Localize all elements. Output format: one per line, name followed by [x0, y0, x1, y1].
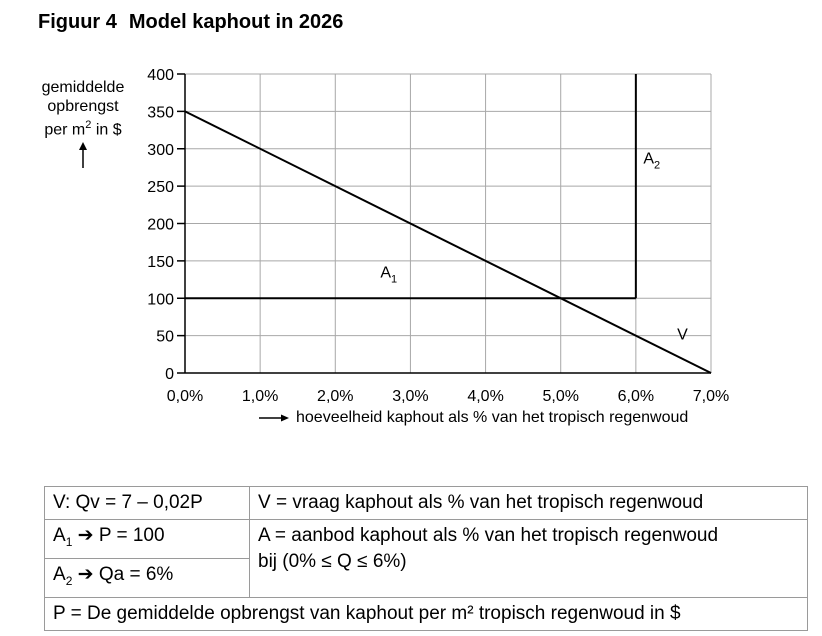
y-axis-label-unit: in $: [91, 121, 122, 139]
supply1-subscript: 1: [65, 534, 73, 549]
curve-label-subscript: 2: [654, 159, 661, 172]
curve-label-2: $A_2$: [643, 150, 661, 172]
x-tick-label: 7,0%: [692, 388, 730, 405]
demand-equation: V: Qv = 7 – 0,02P: [45, 487, 250, 520]
figure-caption: Model kaphout in 2026: [128, 11, 344, 33]
legend-table: [44, 486, 808, 631]
supply1-symbol: A: [53, 525, 66, 546]
x-tick-label: 2,0%: [317, 388, 354, 405]
y-axis-label-exponent: 2: [85, 119, 92, 131]
y-axis-label-line1: gemiddelde: [41, 79, 125, 96]
curve-label-1: $A_1$: [380, 264, 398, 286]
series-line-0: [185, 111, 711, 373]
curve-label-0: V: [677, 326, 688, 344]
right-arrow-icon: [258, 413, 290, 423]
tick-labels: [147, 67, 729, 405]
x-tick-label: 5,0%: [542, 388, 579, 405]
supply-definition: [250, 520, 808, 598]
supply2-rule: ➔ Qa = 6%: [72, 563, 174, 585]
demand-definition: V = vraag kaphout als % van het tropisch regenwoud: [250, 487, 808, 520]
y-tick-label: 400: [147, 67, 174, 84]
y-tick-label: 150: [147, 253, 174, 271]
supply-definition-line2: bij (0% ≤ Q ≤ 6%): [258, 551, 407, 572]
supply2-subscript: 2: [65, 573, 73, 588]
x-tick-label: 3,0%: [392, 388, 429, 405]
x-tick-label: 0,0%: [166, 388, 204, 405]
y-tick-label: 350: [147, 104, 174, 122]
y-tick-label: 50: [156, 328, 174, 346]
legend-row-demand: [45, 487, 808, 520]
curve-labels: [380, 151, 688, 344]
supply-definition-line1: A = aanbod kaphout als % van het tropisch regenwoud: [258, 525, 719, 546]
x-axis-label-text: hoeveelheid kaphout als % van het tropisch regenwoud: [296, 409, 689, 426]
y-tick-label: 100: [147, 291, 174, 309]
x-tick-label: 1,0%: [241, 388, 279, 405]
y-tick-label: 0: [165, 366, 174, 383]
y-axis-label-line2: opbrengst: [47, 98, 119, 115]
y-tick-label: 200: [147, 216, 174, 234]
figure-number: Figuur 4: [38, 11, 117, 33]
supply1-equation: [45, 520, 250, 559]
legend-row-price: [45, 597, 808, 630]
y-tick-label: 250: [147, 179, 174, 197]
price-definition: P = De gemiddelde opbrengst van kaphout per m² tropisch regenwoud in $: [45, 597, 808, 630]
y-axis-label-line3: per m: [44, 121, 86, 139]
x-axis-label: [258, 409, 688, 427]
curve-label-subscript: 1: [391, 273, 398, 286]
supply2-equation: [45, 558, 250, 597]
supply2-symbol: A: [53, 563, 66, 585]
legend-row-supply1: [45, 520, 808, 559]
x-tick-label: 4,0%: [467, 388, 504, 405]
y-tick-label: 300: [147, 141, 174, 159]
grid: [185, 74, 711, 373]
supply1-rule: ➔ P = 100: [72, 525, 165, 546]
x-tick-label: 6,0%: [617, 388, 655, 405]
